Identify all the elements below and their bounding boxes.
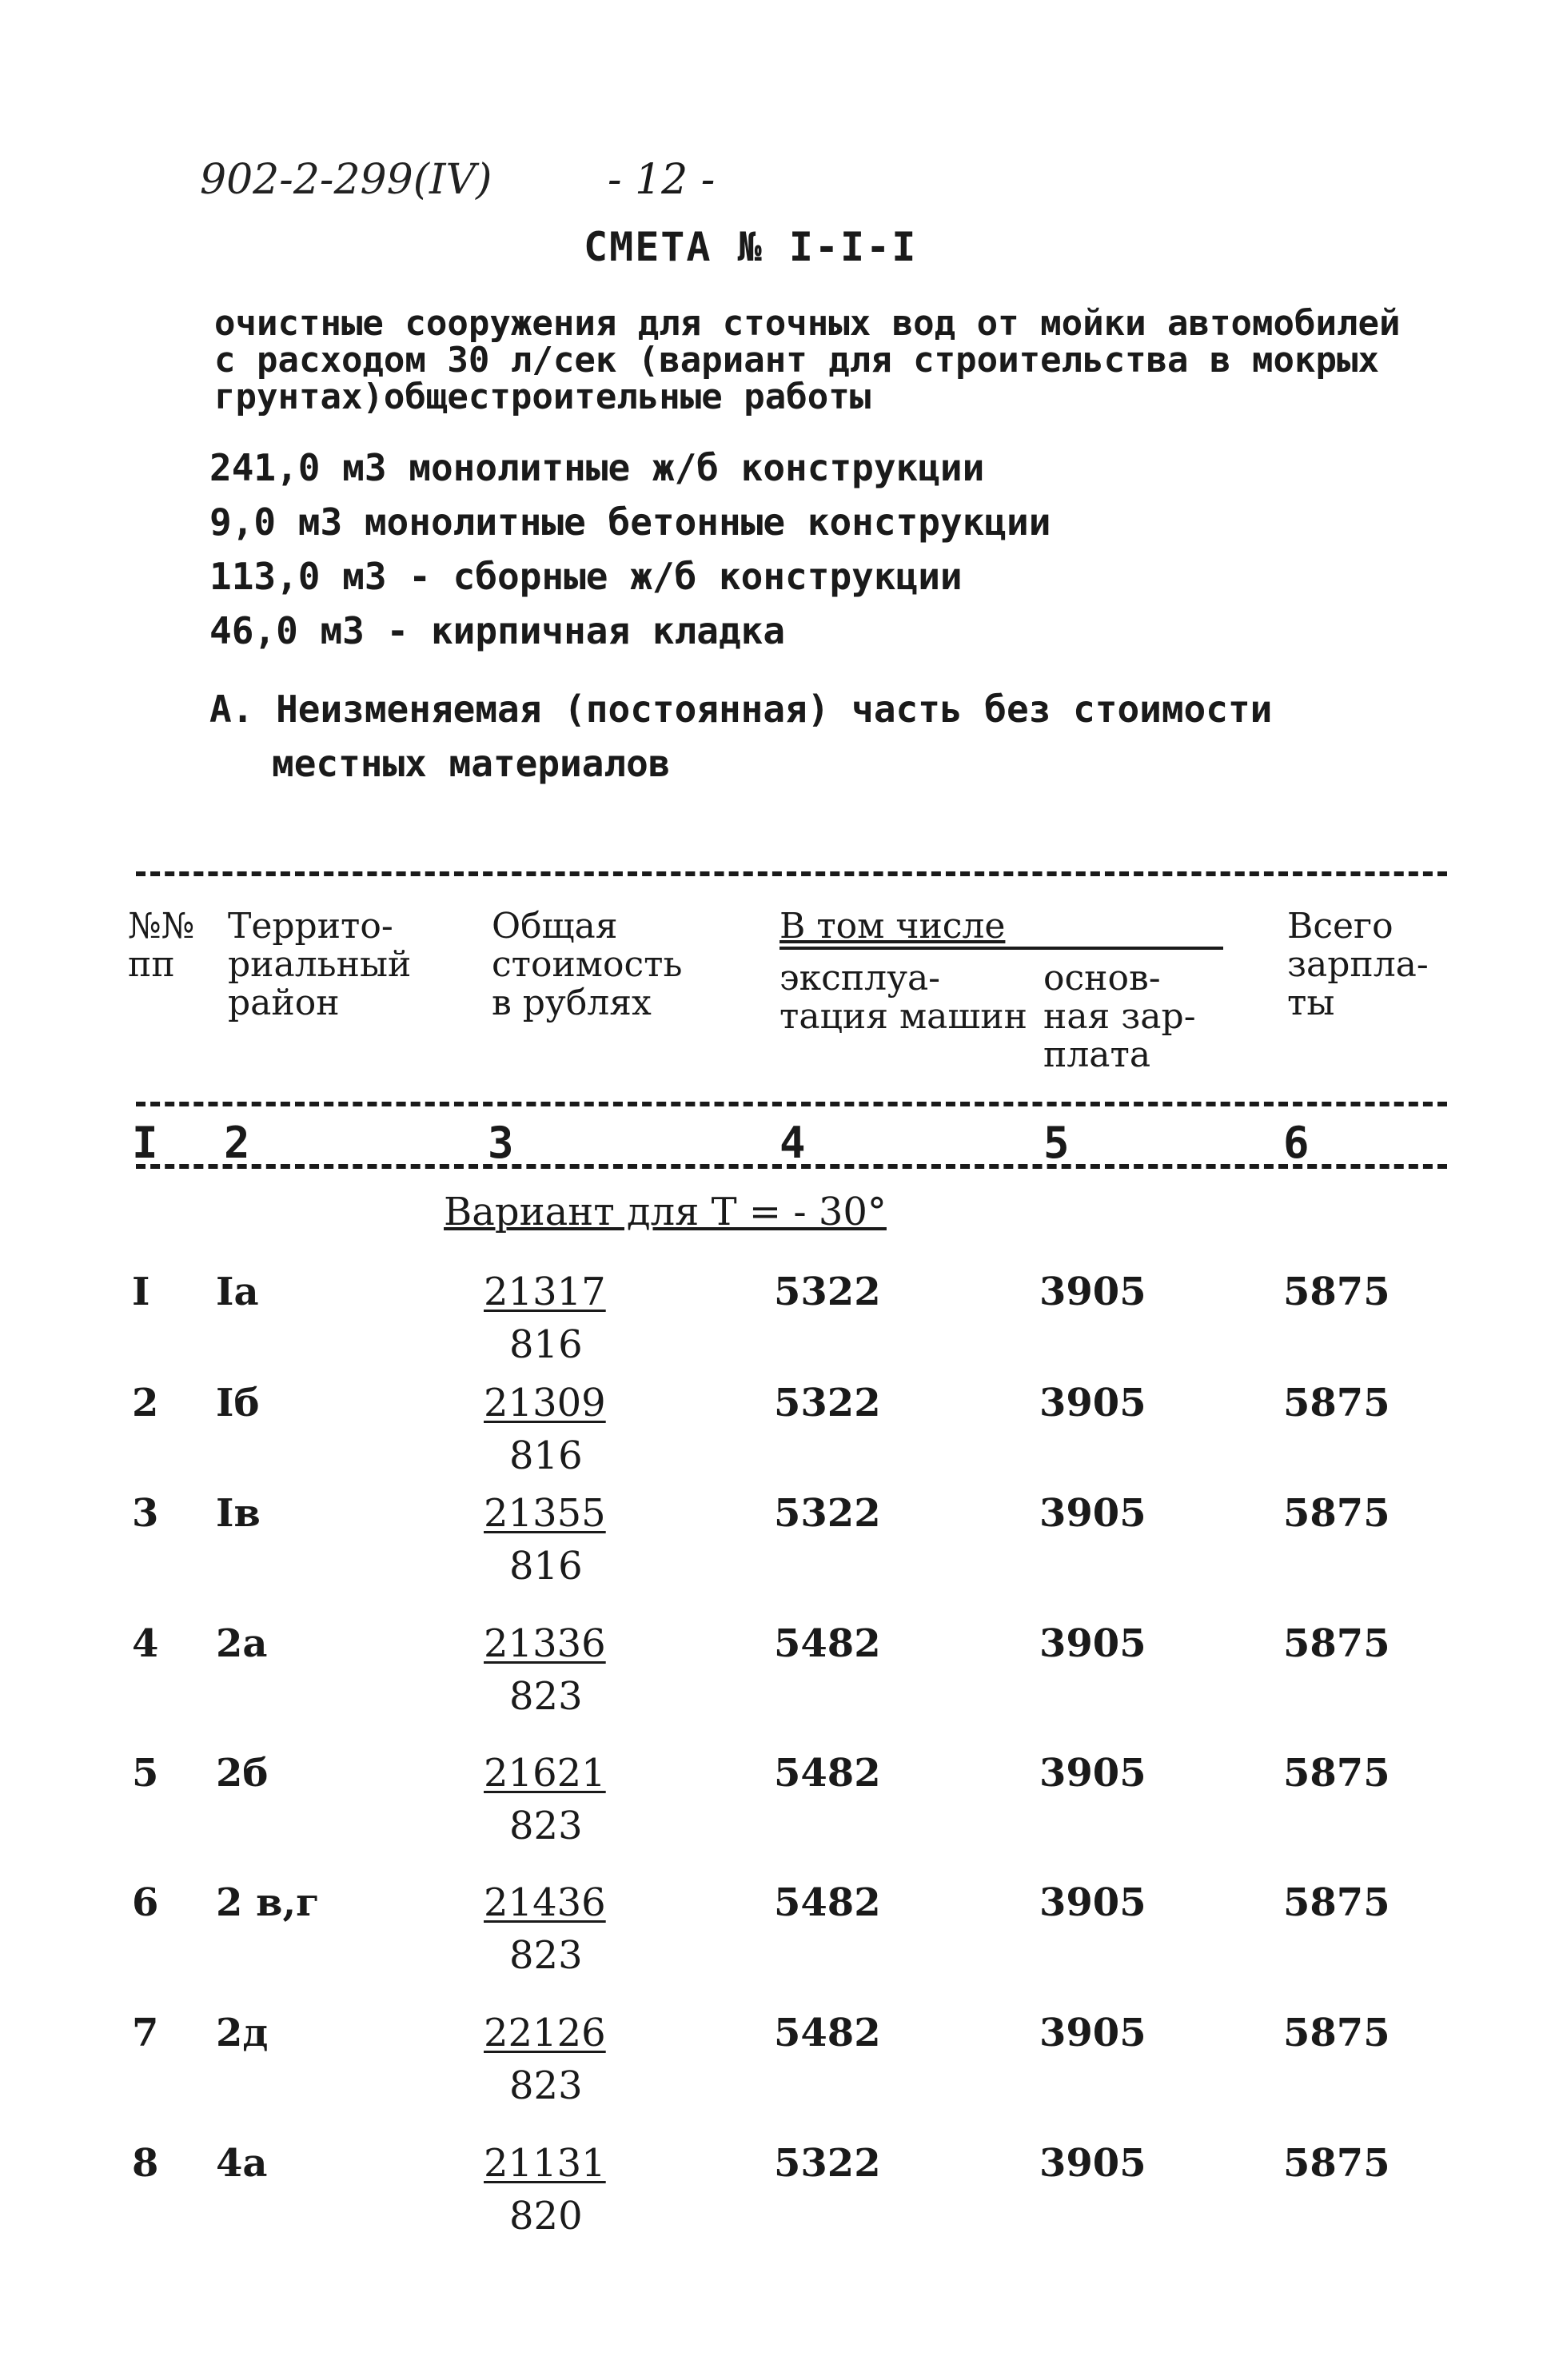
- row-cost-fraction: 823: [509, 2063, 583, 2108]
- row-region: 2д: [216, 2011, 269, 2055]
- header-group: В том числе: [780, 906, 1006, 947]
- column-number-6: 6: [1283, 1118, 1310, 1168]
- volume-line-1: 241,0 м3 монолитные ж/б конструкции: [209, 446, 985, 489]
- row-exploitation: 5482: [774, 2011, 881, 2055]
- row-base-wage: 3905: [1039, 2141, 1146, 2186]
- volume-line-3: 113,0 м3 - сборные ж/б конструкции: [209, 555, 963, 598]
- header-region: Террито- риальный район: [228, 906, 412, 1023]
- column-number-3: 3: [488, 1118, 514, 1168]
- row-total-wage: 5875: [1283, 1880, 1390, 1925]
- header-num: №№ пп: [128, 906, 195, 985]
- row-total-cost: 21621: [484, 1751, 606, 1796]
- header-exploitation: эксплуа- тация машин: [780, 958, 1027, 1037]
- header-base-wage: основ- ная зар- плата: [1043, 958, 1196, 1075]
- row-exploitation: 5322: [774, 1491, 881, 1536]
- row-cost-fraction: 823: [509, 1804, 583, 1848]
- row-region: 4а: [216, 2141, 268, 2186]
- section-label: А. Неизменяемая (постоянная) часть без стоимости: [209, 688, 1273, 731]
- row-total-cost: 21309: [484, 1381, 606, 1425]
- row-total-cost: 21317: [484, 1270, 606, 1314]
- row-base-wage: 3905: [1039, 1491, 1146, 1536]
- table-top-rule: [136, 871, 1447, 876]
- section-label-cont: местных материалов: [272, 742, 671, 785]
- row-base-wage: 3905: [1039, 1381, 1146, 1425]
- page-number: - 12 -: [608, 156, 716, 204]
- row-cost-fraction: 816: [509, 1544, 583, 1589]
- variant-label: Вариант для Т = - 30°: [444, 1190, 887, 1234]
- row-cost-fraction: 823: [509, 1674, 583, 1719]
- row-total-cost: 21131: [484, 2141, 606, 2186]
- row-total-wage: 5875: [1283, 2141, 1390, 2186]
- row-region: Iа: [216, 1270, 259, 1314]
- row-base-wage: 3905: [1039, 2011, 1146, 2055]
- header-total-cost: Общая стоимость в рублях: [492, 906, 683, 1023]
- description-line-2: с расходом 30 л/сек (вариант для строительства в мокрых: [214, 340, 1379, 381]
- row-total-wage: 5875: [1283, 1491, 1390, 1536]
- row-number: 7: [132, 2011, 159, 2055]
- row-number: 3: [132, 1491, 159, 1536]
- column-number-rule: [136, 1164, 1447, 1169]
- row-base-wage: 3905: [1039, 1880, 1146, 1925]
- row-total-wage: 5875: [1283, 1381, 1390, 1425]
- row-base-wage: 3905: [1039, 1270, 1146, 1314]
- row-total-cost: 21355: [484, 1491, 606, 1536]
- row-total-wage: 5875: [1283, 1621, 1390, 1666]
- row-exploitation: 5482: [774, 1621, 881, 1666]
- row-base-wage: 3905: [1039, 1621, 1146, 1666]
- row-total-wage: 5875: [1283, 1751, 1390, 1796]
- row-number: 2: [132, 1381, 159, 1425]
- column-number-5: 5: [1043, 1118, 1070, 1168]
- row-cost-fraction: 820: [509, 2194, 583, 2238]
- row-total-cost: 22126: [484, 2011, 606, 2055]
- row-number: 4: [132, 1621, 159, 1666]
- volume-line-2: 9,0 м3 монолитные бетонные конструкции: [209, 500, 1051, 544]
- row-exploitation: 5322: [774, 1270, 881, 1314]
- row-region: 2а: [216, 1621, 268, 1666]
- description-line-3: грунтах)общестроительные работы: [214, 377, 871, 417]
- column-number-2: 2: [224, 1118, 250, 1168]
- column-number-1: I: [132, 1118, 158, 1168]
- header-total-wage: Всего зарпла- ты: [1287, 906, 1429, 1023]
- row-cost-fraction: 816: [509, 1433, 583, 1478]
- row-exploitation: 5322: [774, 1381, 881, 1425]
- row-number: 6: [132, 1880, 159, 1925]
- row-total-wage: 5875: [1283, 2011, 1390, 2055]
- column-number-4: 4: [780, 1118, 806, 1168]
- volume-line-4: 46,0 м3 - кирпичная кладка: [209, 609, 786, 652]
- header-bottom-rule: [136, 1102, 1447, 1106]
- row-total-cost: 21436: [484, 1880, 606, 1925]
- document-title: СМЕТА № I-I-I: [584, 224, 918, 270]
- row-region: 2 в,г: [216, 1880, 320, 1925]
- row-total-wage: 5875: [1283, 1270, 1390, 1314]
- row-region: Iб: [216, 1381, 260, 1425]
- row-number: I: [132, 1270, 150, 1314]
- row-number: 8: [132, 2141, 159, 2186]
- row-region: 2б: [216, 1751, 269, 1796]
- document-code: 902-2-299(IV): [200, 156, 492, 204]
- row-base-wage: 3905: [1039, 1751, 1146, 1796]
- row-cost-fraction: 823: [509, 1933, 583, 1978]
- row-exploitation: 5322: [774, 2141, 881, 2186]
- row-exploitation: 5482: [774, 1751, 881, 1796]
- header-group-rule: [780, 947, 1223, 950]
- row-total-cost: 21336: [484, 1621, 606, 1666]
- row-exploitation: 5482: [774, 1880, 881, 1925]
- row-region: Iв: [216, 1491, 261, 1536]
- description-line-1: очистные сооружения для сточных вод от мойки автомобилей: [214, 303, 1401, 344]
- row-number: 5: [132, 1751, 159, 1796]
- row-cost-fraction: 816: [509, 1322, 583, 1367]
